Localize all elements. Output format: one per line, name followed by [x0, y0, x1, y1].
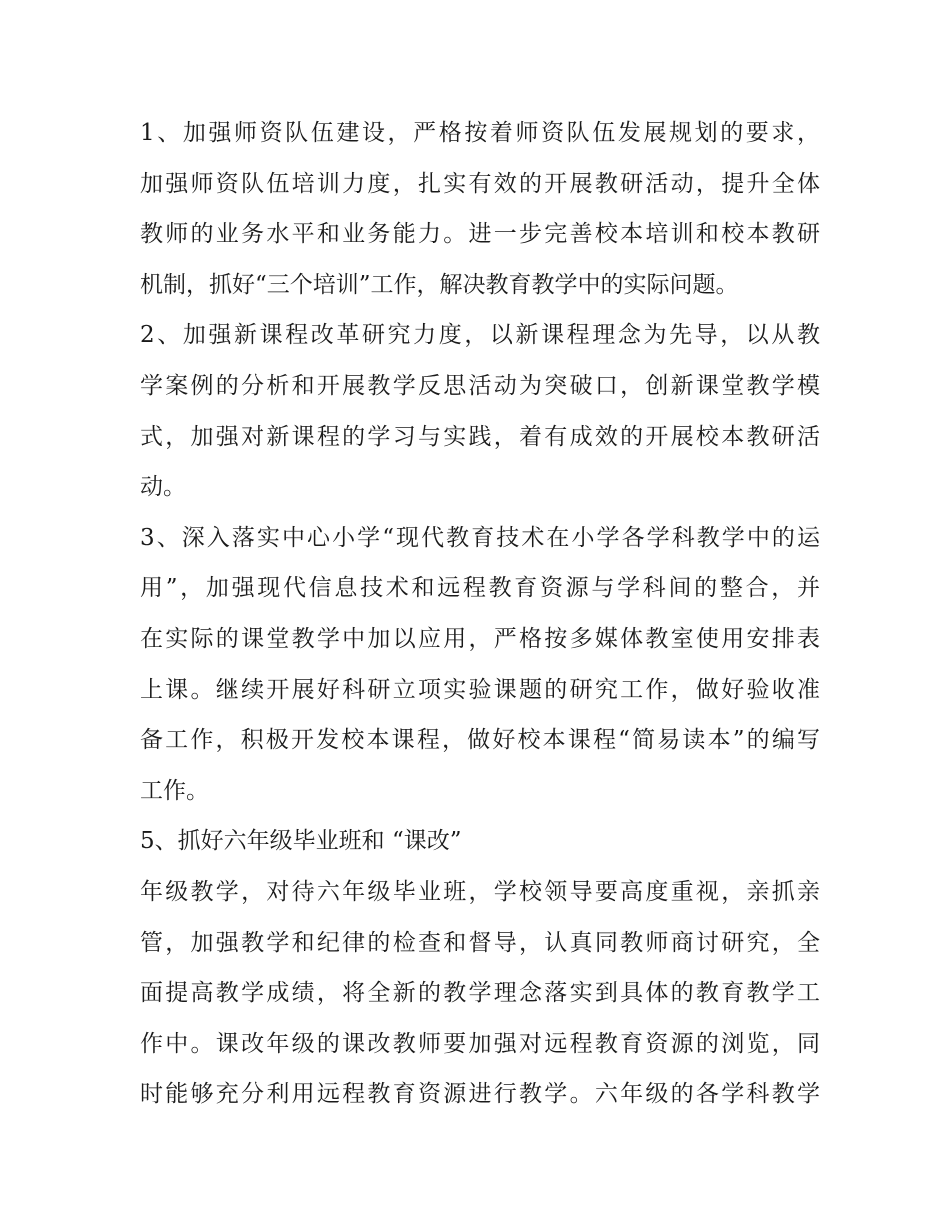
- text-line: 面提高教学成绩，将全新的教学理念落实到具体的教育教学工: [140, 980, 820, 1007]
- text-line: 作中。课改年级的课改教师要加强对远程教育资源的浏览，同: [140, 1030, 820, 1057]
- text-line: 2、加强新课程改革研究力度，以新课程理念为先导，以从教: [140, 322, 820, 349]
- text-line: 在实际的课堂教学中加以应用，严格按多媒体教室使用安排表: [140, 625, 820, 652]
- text-line: 年级教学，对待六年级毕业班，学校领导要高度重视，亲抓亲: [140, 878, 820, 905]
- text-line: 式，加强对新课程的学习与实践，着有成效的开展校本教研活: [140, 423, 820, 450]
- text-line: 机制，抓好“三个培训”工作，解决教育教学中的实际问题。: [140, 271, 739, 298]
- text-line: 教师的业务水平和业务能力。进一步完善校本培训和校本教研: [140, 221, 820, 248]
- text-line: 动。: [140, 474, 186, 501]
- text-line: 3、深入落实中心小学“现代教育技术在小学各学科教学中的运: [140, 524, 820, 551]
- text-line: 学案例的分析和开展教学反思活动为突破口，创新课堂教学模: [140, 372, 820, 399]
- text-line: 备工作，积极开发校本课程，做好校本课程“简易读本”的编写: [140, 727, 820, 754]
- text-line: 1、加强师资队伍建设，严格按着师资队伍发展规划的要求，: [140, 120, 820, 146]
- text-line: 5、抓好六年级毕业班和 “课改”: [140, 828, 462, 855]
- text-line: 上课。继续开展好科研立项实验课题的研究工作，做好验收准: [140, 676, 820, 703]
- document-body: [140, 108, 820, 1120]
- text-line: 用”，加强现代信息技术和远程教育资源与学科间的整合，并: [140, 575, 820, 602]
- text-line: 加强师资队伍培训力度，扎实有效的开展教研活动，提升全体: [140, 170, 820, 197]
- text-line: 管，加强教学和纪律的检查和督导，认真同教师商讨研究，全: [140, 929, 820, 956]
- text-line: 时能够充分利用远程教育资源进行教学。六年级的各学科教学: [140, 1081, 820, 1108]
- text-line: 工作。: [140, 777, 209, 804]
